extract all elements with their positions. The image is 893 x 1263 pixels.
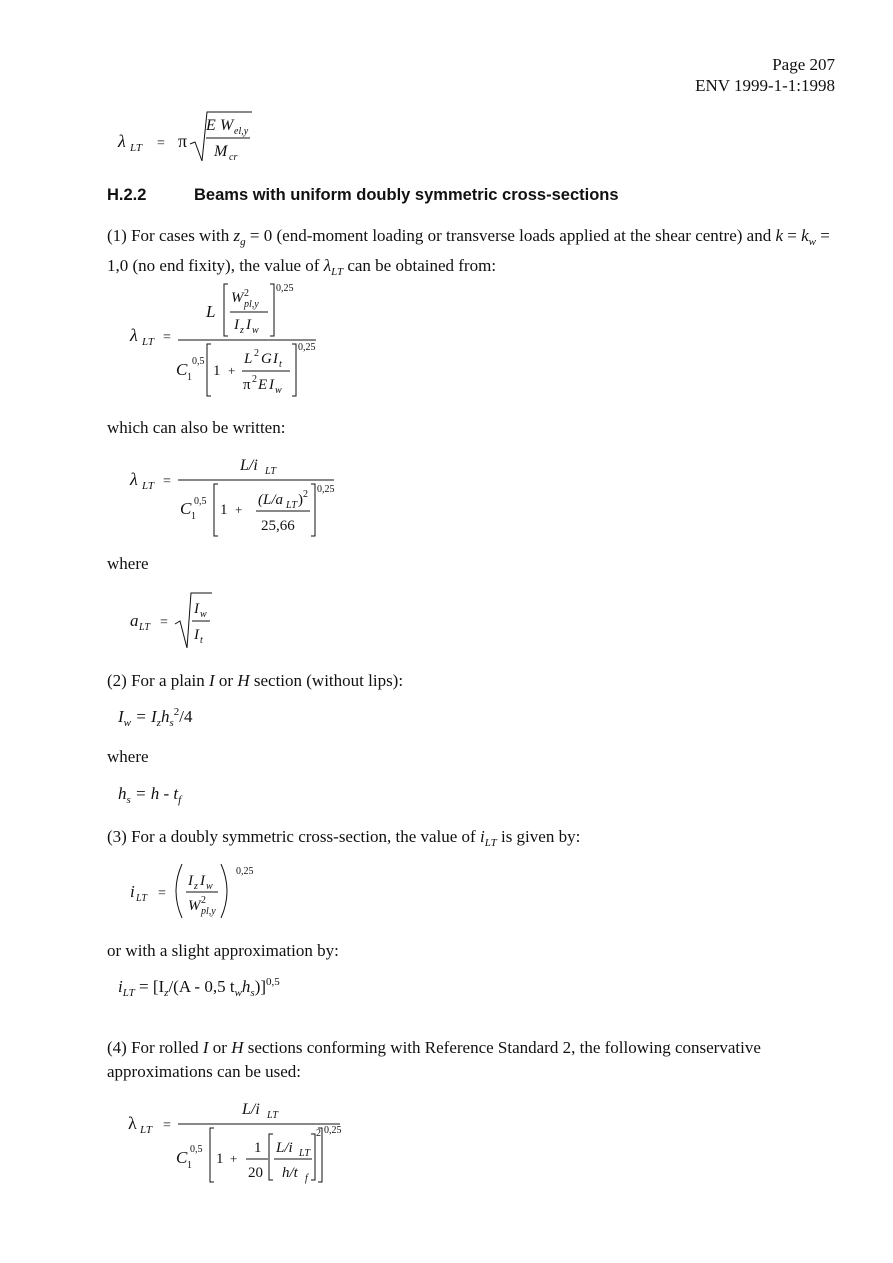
svg-text:LT: LT — [142, 336, 155, 348]
svg-text:W: W — [231, 290, 244, 306]
paragraph-2: (2) For a plain I or H section (without lips): — [107, 671, 404, 690]
paragraph-also-written: which can also be written: — [107, 418, 286, 437]
svg-text:E: E — [206, 117, 216, 134]
svg-text:(L/a: (L/a — [258, 492, 284, 508]
svg-text:LT: LT — [140, 1124, 153, 1136]
svg-text:cr: cr — [229, 152, 238, 163]
svg-text:W: W — [188, 898, 201, 914]
svg-text:0,5: 0,5 — [194, 496, 207, 507]
svg-text:=: = — [157, 136, 165, 151]
svg-text:+: + — [230, 1151, 238, 1166]
section-title: Beams with uniform doubly symmetric cross-sections — [194, 186, 619, 204]
svg-text:C: C — [180, 499, 192, 518]
equation-a-lt — [110, 588, 250, 658]
svg-text:pl,y: pl,y — [201, 906, 216, 917]
equation-lambda-lt-full — [110, 278, 350, 408]
svg-text:1: 1 — [187, 372, 192, 383]
svg-text:LT: LT — [267, 1110, 278, 1121]
svg-text:LT: LT — [142, 480, 155, 492]
svg-text:=: = — [163, 474, 171, 489]
svg-text:L/i: L/i — [240, 457, 258, 474]
svg-text:0,5: 0,5 — [192, 356, 205, 367]
svg-text:I: I — [273, 351, 278, 367]
svg-text:2: 2 — [244, 288, 249, 299]
svg-text:I: I — [194, 601, 199, 617]
svg-text:W: W — [220, 117, 234, 134]
svg-text:): ) — [298, 492, 303, 508]
svg-text:C: C — [176, 1148, 188, 1167]
svg-text:2: 2 — [252, 374, 257, 385]
svg-text:I: I — [188, 873, 193, 889]
svg-text:0,25: 0,25 — [324, 1125, 342, 1136]
paragraph-1: (1) For cases with $z_g = 0$ (end-moment loading or transverse loads applied at the shear centre) and $k = k_w = 1,0$ (no end fixity), the value of $\lambda_{LT}$ can be obtained from: — [107, 226, 830, 278]
equation-ilt-approx: $i_{LT} = [I_z/(A - 0,5$ $t_wh_s)]^{0,5}$ — [118, 976, 280, 999]
svg-text:=: = — [160, 615, 168, 630]
svg-text:LT: LT — [139, 622, 150, 633]
svg-text:LT: LT — [136, 893, 147, 904]
svg-text:0,25: 0,25 — [317, 484, 335, 495]
paragraph-where-1: where — [107, 554, 149, 573]
svg-text:LT: LT — [286, 500, 297, 511]
equation-lambda-lt-basic — [110, 104, 290, 174]
svg-text:C: C — [176, 360, 188, 379]
svg-text:π: π — [178, 131, 188, 151]
svg-text:z: z — [194, 881, 198, 892]
equation-lambda-lt-iLT — [110, 452, 370, 552]
page-number: Page 207 — [772, 55, 835, 74]
svg-text:w: w — [275, 385, 282, 396]
svg-text:0,25: 0,25 — [276, 283, 294, 294]
svg-text:+: + — [235, 502, 243, 517]
paragraph-3: (3) For a doubly symmetric cross-section, the value of $i_{LT}$ is given by: — [107, 827, 581, 849]
svg-text:LT: LT — [299, 1148, 310, 1159]
svg-text:λ: λ — [128, 1113, 137, 1133]
svg-text:λ: λ — [130, 469, 138, 489]
svg-text:=: = — [163, 1118, 171, 1133]
section-number: H.2.2 — [107, 186, 147, 204]
svg-text:=: = — [158, 886, 166, 901]
svg-text:I: I — [200, 873, 205, 889]
svg-text:I: I — [269, 377, 274, 393]
svg-text:2: 2 — [254, 348, 259, 359]
equation-hs: $h_s = h - t_f$ — [118, 784, 182, 806]
svg-text:el,y: el,y — [234, 126, 249, 137]
equation-i-lt — [110, 858, 280, 928]
svg-text:L: L — [244, 351, 253, 367]
svg-text:w: w — [206, 881, 213, 892]
svg-text:E: E — [258, 377, 268, 393]
svg-text:1: 1 — [213, 363, 221, 379]
paragraph-4: (4) For rolled I or H sections conforming with Reference Standard 2, the following conservative approximations can be used: — [107, 1038, 761, 1081]
svg-text:pl,y: pl,y — [244, 299, 259, 310]
svg-text:2: 2 — [201, 895, 206, 906]
svg-text:M: M — [214, 143, 228, 160]
svg-text:t: t — [200, 635, 203, 646]
svg-text:t: t — [279, 359, 282, 370]
svg-text:w: w — [200, 609, 207, 620]
svg-text:1: 1 — [191, 511, 196, 522]
svg-text:1: 1 — [187, 1160, 192, 1171]
equation-iw: $I_w = I_zh_s^2/4$ — [118, 706, 193, 729]
svg-text:LT: LT — [130, 142, 143, 154]
svg-text:2: 2 — [316, 1128, 321, 1139]
svg-text:λ: λ — [130, 325, 138, 345]
equation-lambda-lt-rolled — [110, 1096, 370, 1196]
svg-text:h/t: h/t — [282, 1165, 298, 1181]
svg-text:L/i: L/i — [276, 1140, 293, 1156]
svg-text:z: z — [240, 325, 244, 336]
paragraph-where-2: where — [107, 747, 149, 766]
svg-text:1: 1 — [220, 502, 228, 518]
svg-text:2: 2 — [303, 489, 308, 500]
svg-text:f: f — [305, 1173, 308, 1184]
svg-text:G: G — [261, 351, 272, 367]
svg-text:λ: λ — [118, 131, 126, 151]
svg-text:0,5: 0,5 — [190, 1144, 203, 1155]
svg-text:20: 20 — [248, 1165, 263, 1181]
svg-text:0,25: 0,25 — [298, 342, 316, 353]
svg-text:1: 1 — [254, 1140, 262, 1156]
svg-text:L: L — [206, 302, 216, 321]
svg-text:π: π — [243, 377, 251, 393]
svg-text:w: w — [252, 325, 259, 336]
svg-text:0,25: 0,25 — [236, 866, 254, 877]
svg-text:LT: LT — [265, 466, 276, 477]
svg-text:=: = — [163, 330, 171, 345]
svg-text:I: I — [194, 627, 199, 643]
svg-text:L/i: L/i — [242, 1101, 260, 1118]
svg-text:+: + — [228, 363, 236, 378]
svg-text:1: 1 — [216, 1151, 224, 1167]
svg-text:a: a — [130, 611, 139, 630]
svg-text:i: i — [130, 882, 135, 901]
paragraph-slight-approx: or with a slight approximation by: — [107, 941, 339, 960]
svg-text:25,66: 25,66 — [261, 518, 295, 534]
svg-text:I: I — [246, 317, 251, 333]
standard-reference: ENV 1999-1-1:1998 — [695, 76, 835, 95]
svg-text:I: I — [234, 317, 239, 333]
